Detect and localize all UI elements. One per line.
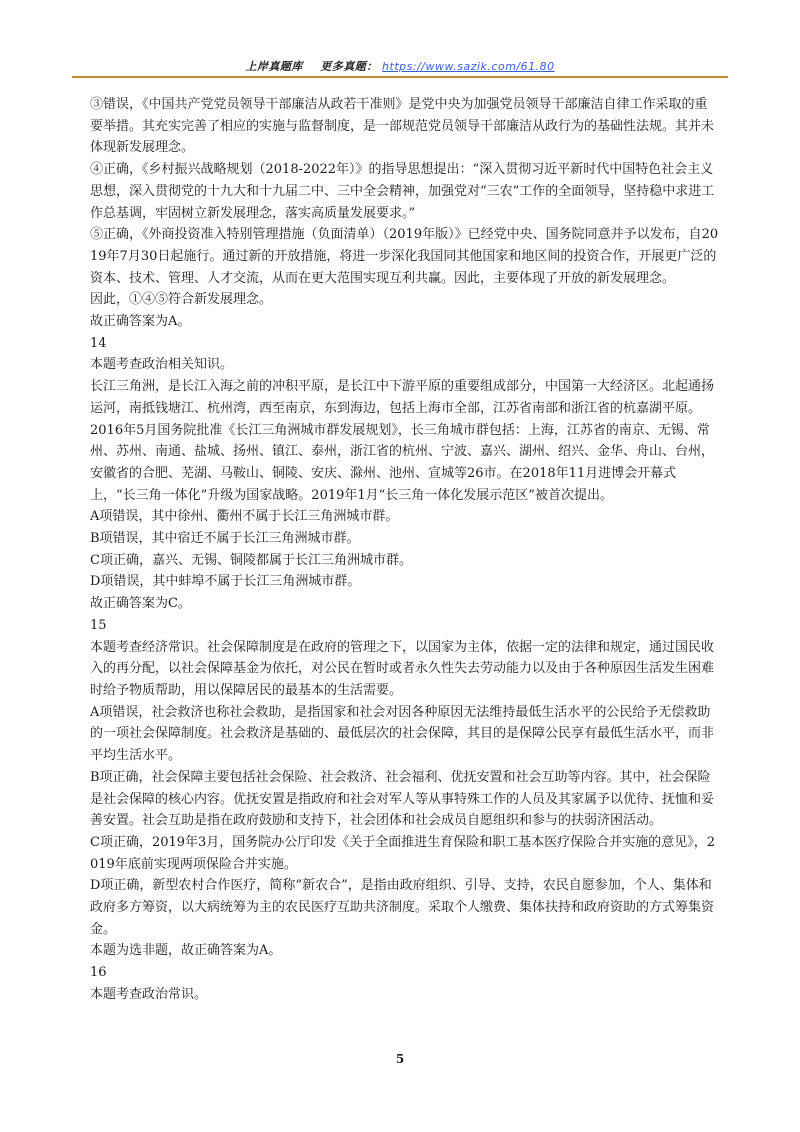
- header-divider: [72, 76, 728, 78]
- paragraph: A项错误，其中徐州、衢州不属于长江三角洲城市群。: [90, 509, 399, 525]
- paragraph: ③错误，《中国共产党党员领导干部廉洁从政若干准则》是党中央为加强党员领导干部廉洁自律工作采取的重要举措。其充实完善了相应的实施与监督制度，是一部规范党员领导干部廉洁从政行为的基础性法规。其并未体现新发展理念。: [90, 97, 715, 156]
- paragraph: 故正确答案为C。: [90, 596, 191, 612]
- page-header: [72, 56, 728, 78]
- paragraph: D项错误，其中蚌埠不属于长江三角洲城市群。: [90, 574, 361, 590]
- paragraph: C项正确，2019年3月，国务院办公厅印发《关于全面推进生育保险和职工基本医疗保险合并实施的意见》，2019年底前实现两项保险合并实施。: [90, 834, 716, 872]
- question-number: 14: [90, 335, 107, 351]
- paragraph: ④正确，《乡村振兴战略规划（2018-2022年）》的指导思想提出：“深入贯彻习近平新时代中国特色社会主义思想，深入贯彻党的十九大和十九届二中、三中全会精神，加强党对“三农”工作的全面领导，坚持稳中求进工作总基调，牢固树立新发展理念，落实高质量发展要求。”: [90, 162, 715, 221]
- paragraph: 故正确答案为A。: [90, 314, 191, 330]
- paragraph: 本题考查政治相关知识。: [90, 357, 234, 373]
- header-more-label: 更多真题：: [320, 60, 378, 73]
- paragraph: A项错误，社会救济也称社会救助，是指国家和社会对因各种原因无法维持最低生活水平的公民给予无偿救助的一项社会保障制度。社会救济是基础的、最低层次的社会保障，其目的是保障公民享有最低生活水平，而非平均生活水平。: [90, 704, 715, 764]
- paragraph: C项正确，嘉兴、无锡、铜陵都属于长江三角洲城市群。: [90, 552, 412, 568]
- paragraph: 因此，①④⑤符合新发展理念。: [90, 292, 273, 308]
- paragraph: B项错误，其中宿迁不属于长江三角洲城市群。: [90, 531, 360, 547]
- paragraph: D项正确，新型农村合作医疗，简称“新农合”，是指由政府组织、引导、支持，农民自愿参加，个人、集体和政府多方筹资，以大病统筹为主的农民医疗互助共济制度。采取个人缴费、集体扶持和政府资助的方式筹集资金。: [90, 878, 715, 937]
- paragraph: 长江三角洲，是长江入海之前的冲积平原，是长江中下游平原的重要组成部分，中国第一大经济区。北起通扬运河，南抵钱塘江、杭州湾，西至南京，东到海边，包括上海市全部，江苏省南部和浙江省的杭嘉湖平原。: [90, 379, 715, 416]
- paragraph: 本题考查政治常识。: [90, 986, 208, 1002]
- paragraph: 2016年5月国务院批准《长江三角洲城市群发展规划》，长三角城市群包括：上海，江苏省的南京、无锡、常州、苏州、南通、盐城、扬州、镇江、泰州，浙江省的杭州、宁波、嘉兴、湖州、绍兴、金华、舟山、台州，安徽省的合肥、芜湖、马鞍山、铜陵、安庆、滁州、池州、宣城等26市。在2018年11月进博会开幕式上，“长三角一体化”升级为国家战略。2019年1月“长三角一体化发展示范区”被首次提出。: [90, 422, 715, 503]
- question-number: 15: [90, 617, 107, 633]
- paragraph: 本题考查经济常识。社会保障制度是在政府的管理之下，以国家为主体，依据一定的法律和规定，通过国民收入的再分配，以社会保障基金为依托，对公民在暂时或者永久性失去劳动能力以及由于各种原因生活发生困难时给予物质帮助，用以保障居民的最基本的生活需要。: [90, 639, 715, 698]
- document-body: [90, 94, 720, 1006]
- question-number: 16: [90, 965, 107, 981]
- page-number: 5: [395, 1052, 405, 1066]
- header-brand: 上岸真题库: [245, 60, 303, 73]
- paragraph: 本题为选非题，故正确答案为A。: [90, 943, 282, 959]
- header-url-link[interactable]: https://www.sazik.com/61.80: [382, 60, 555, 73]
- paragraph: B项正确，社会保障主要包括社会保险、社会救济、社会福利、优抚安置和社会互助等内容。其中，社会保险是社会保障的核心内容。优抚安置是指政府和社会对军人等从事特殊工作的人员及其家属予以优待、抚恤和妥善安置。社会互助是指在政府鼓励和支持下，社会团体和社会成员自愿组织和参与的扶弱济困活动。: [90, 769, 715, 829]
- paragraph: ⑤正确，《外商投资准入特别管理措施（负面清单）（2019年版）》已经党中央、国务院同意并予以发布，自2019年7月30日起施行。通过新的开放措施，将进一步深化我国同其他国家和地区间的投资合作，开展更广泛的资本、技术、管理、人才交流，从而在更大范围实现互利共赢。因此，主要体现了开放的新发展理念。: [90, 227, 719, 286]
